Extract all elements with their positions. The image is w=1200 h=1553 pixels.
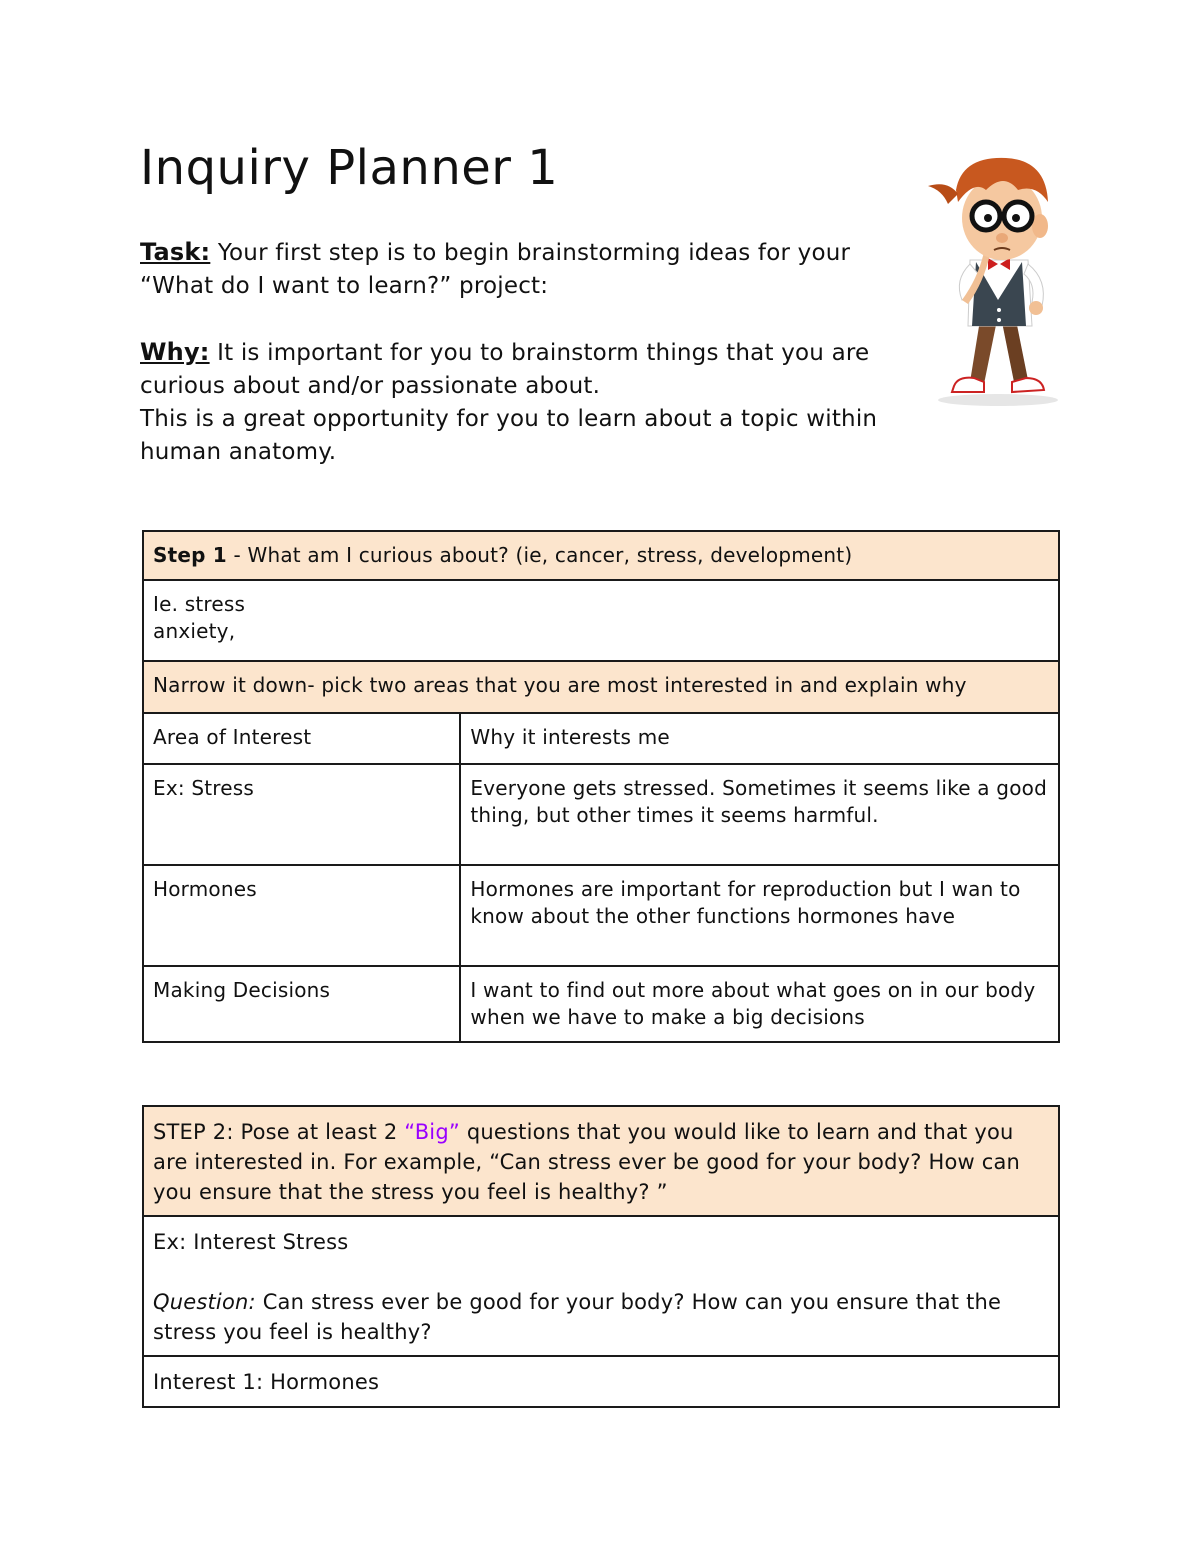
step2-header xyxy=(143,1106,1059,1216)
question-label: Question: xyxy=(153,1290,256,1314)
why-cell: Everyone gets stressed. Sometimes it seems like a good thing, but other times it seems harmful. xyxy=(460,764,1059,865)
questions-table xyxy=(142,1105,1060,1408)
step2-big: “Big” xyxy=(404,1120,460,1144)
why-paragraph xyxy=(140,336,920,403)
example-interest: Ex: Interest Stress xyxy=(153,1230,349,1254)
page-title: Inquiry Planner 1 xyxy=(140,140,559,196)
narrow-header: Narrow it down- pick two areas that you are most interested in and explain why xyxy=(143,661,1059,713)
why-label: Why: xyxy=(140,338,210,366)
col-header-why: Why it interests me xyxy=(460,713,1059,764)
area-cell: Hormones xyxy=(143,865,460,966)
task-label: Task: xyxy=(140,238,211,266)
table-row xyxy=(143,764,1059,865)
col-header-area: Area of Interest xyxy=(143,713,460,764)
question-text: Can stress ever be good for your body? How can you ensure that the stress you feel is healthy? xyxy=(153,1290,1002,1344)
intro-text xyxy=(140,236,920,469)
curiosity-table xyxy=(142,530,1060,1043)
why-cell: Hormones are important for reproduction but I wan to know about the other functions hormones have xyxy=(460,865,1059,966)
thinking-boy-icon xyxy=(918,150,1078,410)
step2-pre: STEP 2: Pose at least 2 xyxy=(153,1120,405,1144)
step1-text: - What am I curious about? (ie, cancer, stress, development) xyxy=(226,543,853,567)
why-text-2: This is a great opportunity for you to learn about a topic within human anatomy. xyxy=(140,406,878,465)
curious-answer xyxy=(143,580,1059,661)
curious-line-2: anxiety, xyxy=(153,619,236,643)
interest1-cell: Interest 1: Hormones xyxy=(143,1356,1059,1407)
why-text-1: It is important for you to brainstorm things that you are curious about and/or passionate about. xyxy=(140,340,870,399)
why-cell: I want to find out more about what goes on in our body when we have to make a big decisions xyxy=(460,966,1059,1042)
curious-line-1: Ie. stress xyxy=(153,592,246,616)
example-cell xyxy=(143,1216,1059,1356)
area-cell: Ex: Stress xyxy=(143,764,460,865)
table-row xyxy=(143,865,1059,966)
task-text: Your first step is to begin brainstorming ideas for your “What do I want to learn?” project: xyxy=(140,240,851,299)
example-question xyxy=(153,1287,1049,1347)
step1-label: Step 1 xyxy=(153,543,227,567)
area-cell: Making Decisions xyxy=(143,966,460,1042)
step1-header xyxy=(143,531,1059,580)
task-paragraph xyxy=(140,236,920,303)
table-row xyxy=(143,966,1059,1042)
step2-post: questions that you would like to learn and that you are interested in. For example, “Can stress ever be good for your body? How can you ensure that the stress you feel is healthy? ” xyxy=(153,1120,1021,1204)
